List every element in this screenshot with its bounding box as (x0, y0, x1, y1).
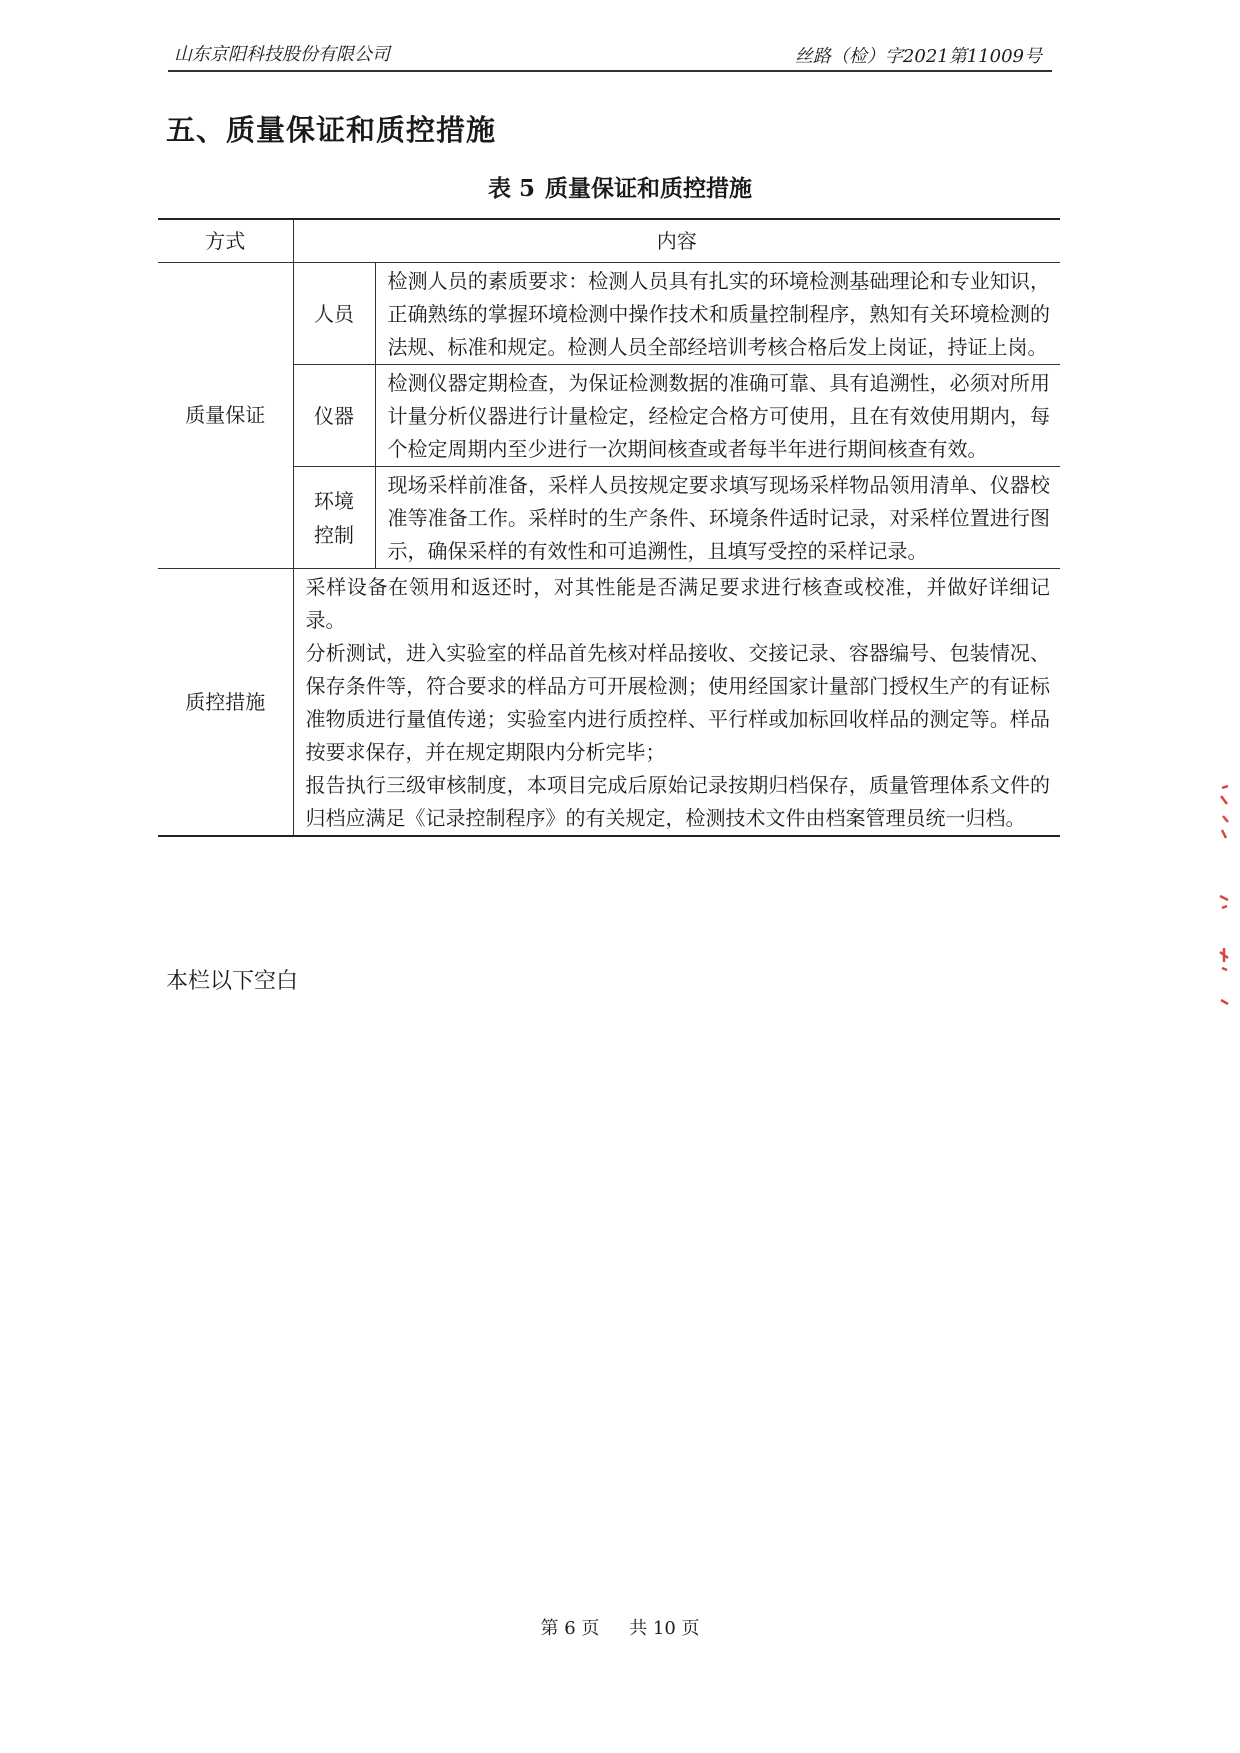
table-row (158, 467, 1060, 569)
content-cell-personnel: 检测人员的素质要求：检测人员具有扎实的环境检测基础理论和专业知识，正确熟练的掌握环境检测中操作技术和质量控制程序，熟知有关环境检测的法规、标准和规定。检测人员全部经培训考核合格后发上岗证，持证上岗。 (375, 263, 1060, 365)
table-header-row (158, 219, 1060, 263)
blank-below-note: 本栏以下空白 (166, 969, 299, 994)
company-name: 山东京阳科技股份有限公司 (174, 44, 390, 65)
section-title: 五、质量保证和质控措施 (166, 113, 497, 147)
content-cell-qc-measures: 采样设备在领用和返还时，对其性能是否满足要求进行核查或校准，并做好详细记录。 分析测试，进入实验室的样品首先核对样品接收、交接记录、容器编号、包装情况、保存条件等，符合要求的样品方可开展检测；使用经国家计量部门授权生产的有证标准物质进行量值传递；实验室内进行质控样、平行样或加标回收样品的测定等。样品按要求保存，并在规定期限内分析完毕； 报告执行三级审核制度，本项目完成后原始记录按期归档保存，质量管理体系文件的归档应满足《记录控制程序》的有关规定，检测技术文件由档案管理员统一归档。 (305, 575, 1050, 830)
table-caption (0, 170, 1240, 203)
sub-cell-instrument: 仪器 (293, 365, 375, 467)
document-number: 丝路（检）字2021第11009号 (794, 46, 1042, 67)
quality-control-table (158, 218, 1060, 837)
table-row (158, 263, 1060, 365)
sub-cell-environment-control: 环境 控制 (293, 467, 375, 569)
seal-stamp-edge (1216, 778, 1232, 1018)
content-cell-instrument: 检测仪器定期检查，为保证检测数据的准确可靠、具有追溯性，必须对所用计量分析仪器进行计量检定，经检定合格方可使用，且在有效使用期内，每个检定周期内至少进行一次期间核查或者每半年进行期间核查有效。 (375, 365, 1060, 467)
table-row (158, 569, 1060, 837)
method-cell-quality-assurance: 质量保证 (158, 263, 293, 569)
content-cell-environment-control: 现场采样前准备，采样人员按规定要求填写现场采样物品领用清单、仪器校准等准备工作。采样时的生产条件、环境条件适时记录，对采样位置进行图示，确保采样的有效性和可追溯性，且填写受控的采样记录。 (375, 467, 1060, 569)
page-total: 共 10 页 (629, 1618, 700, 1639)
page-number: 第 6 页 (540, 1618, 600, 1639)
method-cell-qc-measures: 质控措施 (158, 569, 293, 837)
column-header-method: 方式 (158, 219, 293, 263)
table-caption-number: 表 5 (487, 175, 535, 202)
page-header (168, 36, 1052, 72)
sub-cell-personnel: 人员 (293, 263, 375, 365)
column-header-content: 内容 (293, 219, 1060, 263)
table-caption-text: 质量保证和质控措施 (545, 175, 752, 202)
page-footer (0, 1614, 1240, 1640)
table-row (158, 365, 1060, 467)
